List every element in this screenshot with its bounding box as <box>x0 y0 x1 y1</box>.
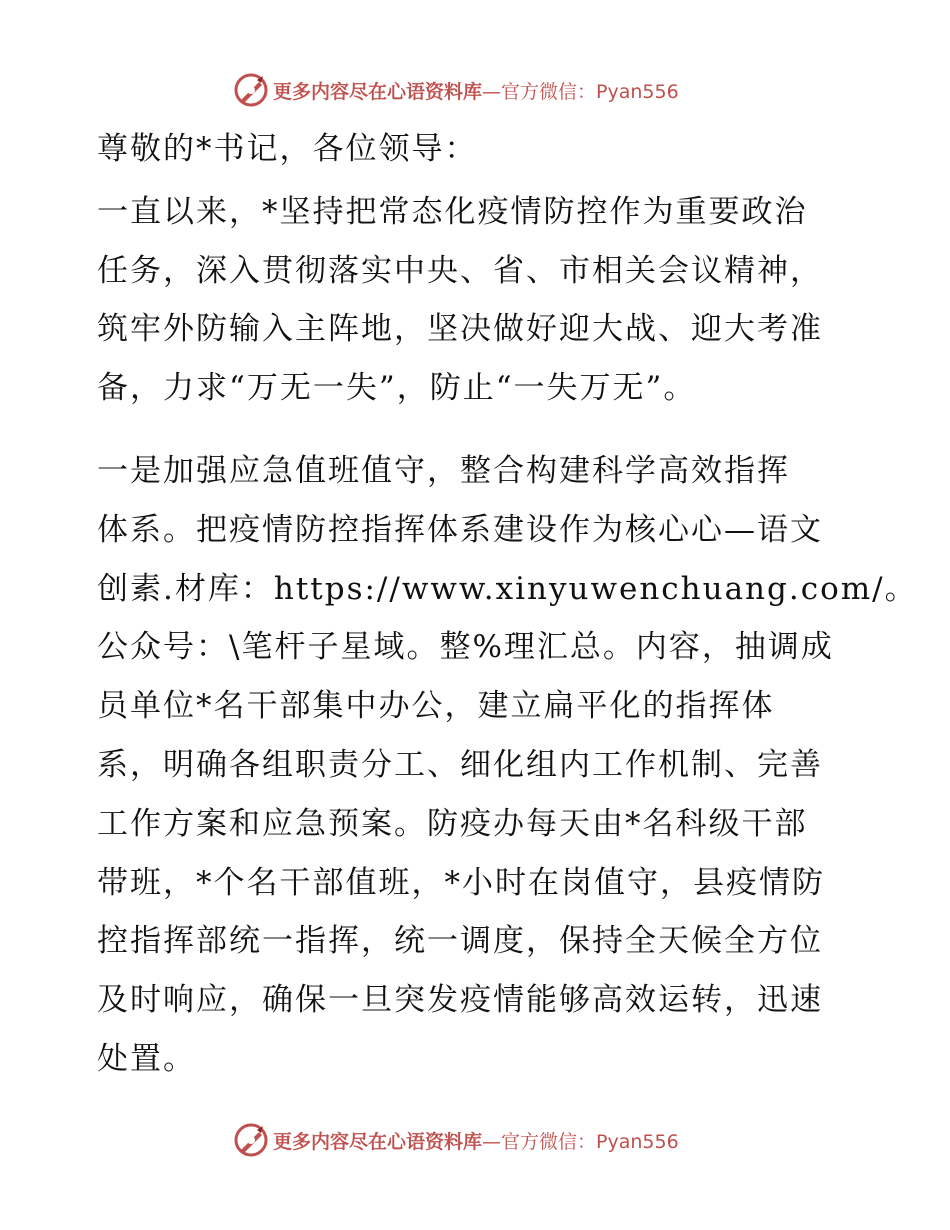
text-line: 工作方案和应急预案。防疫办每天由*名科级干部 <box>97 805 808 842</box>
text-line: 员单位*名干部集中办公，建立扁平化的指挥体 <box>97 688 775 725</box>
watermark-separator-text: —官方微信： <box>482 80 597 103</box>
text-line: 备，力求“万无一失”，防止“一失万无”。 <box>97 370 697 407</box>
watermark-wechat-id: Pyan556 <box>596 1130 679 1153</box>
quill-pen-logo-icon <box>233 1122 269 1158</box>
document-body <box>97 120 918 1089</box>
quill-pen-logo-icon <box>233 72 269 108</box>
watermark-brand-text: 更多内容尽在心语资料库 <box>273 80 483 103</box>
watermark-text <box>273 1127 679 1154</box>
point-one-paragraph <box>97 442 918 1089</box>
text-line: 筑牢外防输入主阵地，坚决做好迎大战、迎大考准 <box>97 311 823 348</box>
text-line: 一是加强应急值班值守，整合构建科学高效指挥 <box>97 452 790 489</box>
watermark-brand-text: 更多内容尽在心语资料库 <box>273 1130 483 1153</box>
intro-paragraph <box>97 183 857 418</box>
text-line: 及时响应，确保一旦突发疫情能够高效运转，迅速 <box>97 982 823 1019</box>
salutation-paragraph <box>97 120 857 179</box>
text-line: 系，明确各组职责分工、细化组内工作机制、完善 <box>97 746 823 783</box>
footer-watermark-banner <box>233 1120 713 1160</box>
text-line: 控指挥部统一指挥，统一调度，保持全天候全方位 <box>97 923 823 960</box>
text-line: 一直以来，*坚持把常态化疫情防控作为重要政治 <box>97 193 808 230</box>
watermark-text <box>273 77 679 104</box>
watermark-separator-text: —官方微信： <box>482 1130 597 1153</box>
text-line: 带班，*个名干部值班，*小时在岗值守，县疫情防 <box>97 864 825 901</box>
text-line: 尊敬的*书记，各位领导： <box>97 131 478 167</box>
text-line: 体系。把疫情防控指挥体系建设作为核心心—语文 <box>97 511 823 548</box>
text-line: 创素.材库：https://www.xinyuwenchuang.com/。 <box>97 570 918 607</box>
watermark-wechat-id: Pyan556 <box>596 80 679 103</box>
text-line: 处置。 <box>97 1040 196 1077</box>
header-watermark-banner <box>233 70 713 110</box>
text-line: 任务，深入贯彻落实中央、省、市相关会议精神， <box>97 252 823 289</box>
text-line: 公众号：\笔杆子星域。整%理汇总。内容，抽调成 <box>97 629 834 666</box>
